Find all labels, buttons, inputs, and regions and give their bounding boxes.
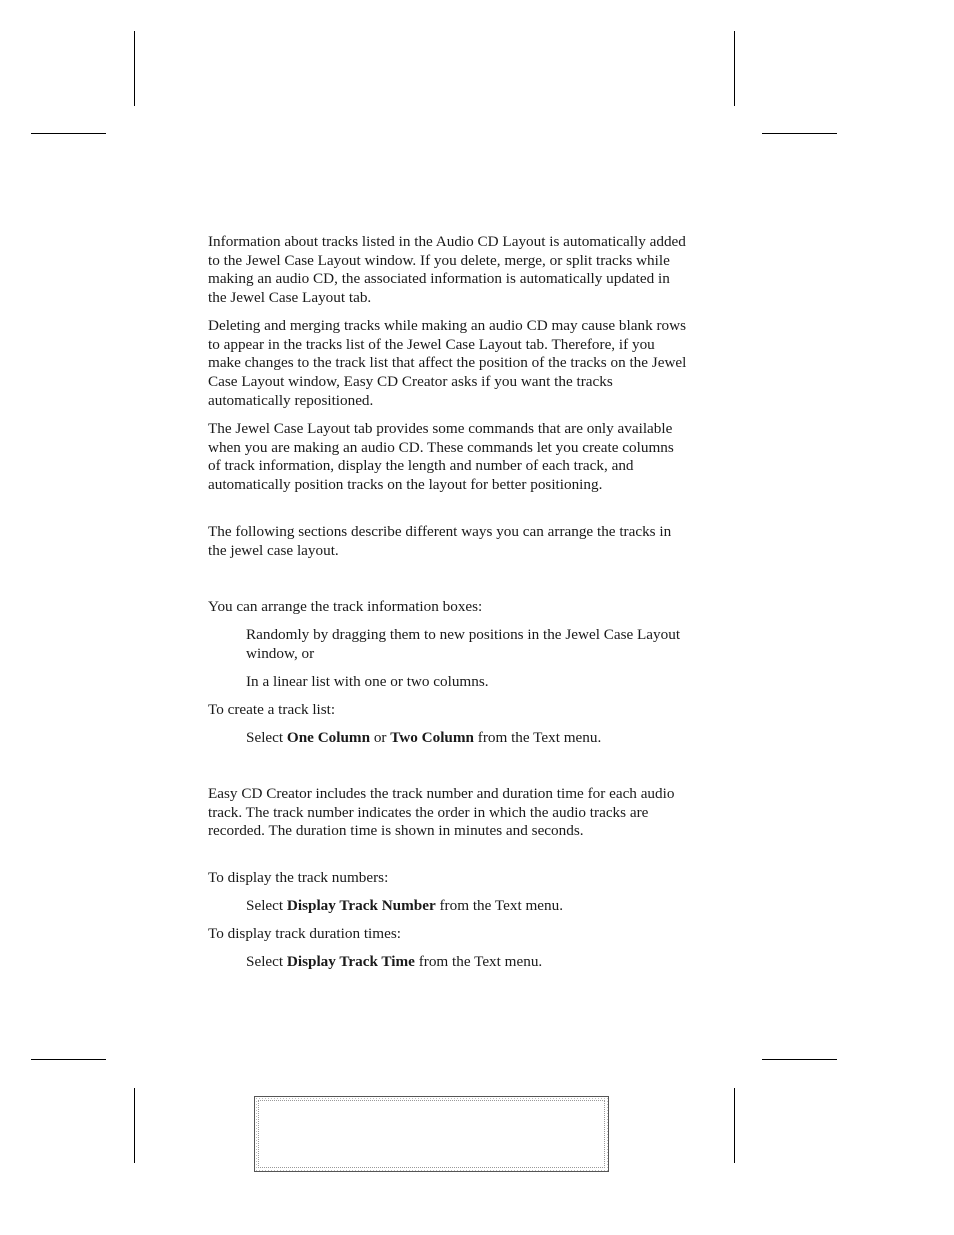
crop-mark-bottom-right-vertical <box>734 1088 735 1163</box>
arrange-option-linear: In a linear list with one or two columns. <box>246 673 489 690</box>
paragraph-audio-cd-commands: The Jewel Case Layout tab provides some commands that are only available when you are making an audio CD. These commands let you create columns of track information, display the length and number of each track, and automatically position tracks on the layout for better positioning. <box>208 420 674 494</box>
create-track-list-step: Select One Column or Two Column from the Text menu. <box>246 729 602 746</box>
crop-mark-bottom-left-horizontal <box>31 1059 106 1060</box>
footer-stamp-box <box>254 1096 609 1172</box>
create-track-list-intro: To create a track list: <box>208 701 336 718</box>
crop-mark-bottom-right-horizontal <box>762 1059 837 1060</box>
arrange-intro: You can arrange the track information boxes: <box>208 598 483 615</box>
paragraph-blank-rows: Deleting and merging tracks while making an audio CD may cause blank rows to appear in the tracks list of the Jewel Case Layout tab. Therefore, if you make changes to the track list that affect the position of the tracks on the Jewel Case Layout window, Easy CD Creator asks if you want the tracks automatically repositioned. <box>208 317 687 409</box>
display-track-times-intro: To display track duration times: <box>208 925 401 942</box>
paragraph-track-number-duration: Easy CD Creator includes the track number and duration time for each audio track. The track number indicates the order in which the audio tracks are recorded. The duration time is shown in minutes and seconds. <box>208 785 675 840</box>
menu-command-display-track-number: Display Track Number <box>286 897 436 914</box>
display-track-times-step: Select Display Track Time from the Text menu. <box>246 953 543 970</box>
display-track-numbers-intro: To display the track numbers: <box>208 869 389 886</box>
paragraph-following-sections: The following sections describe different ways you can arrange the tracks in the jewel case layout. <box>208 523 672 559</box>
crop-mark-top-left-vertical <box>134 31 135 106</box>
crop-mark-top-right-vertical <box>734 31 735 106</box>
menu-command-one-column: One Column <box>286 729 371 746</box>
crop-mark-bottom-left-vertical <box>134 1088 135 1163</box>
crop-mark-top-right-horizontal <box>762 133 837 134</box>
menu-command-display-track-time: Display Track Time <box>286 953 415 970</box>
display-track-numbers-step: Select Display Track Number from the Text menu. <box>246 897 564 914</box>
crop-mark-top-left-horizontal <box>31 133 106 134</box>
menu-command-two-column: Two Column <box>390 729 474 746</box>
arrange-option-random: Randomly by dragging them to new positions in the Jewel Case Layout window, or <box>246 626 681 662</box>
footer-stamp-inner <box>258 1100 605 1168</box>
paragraph-track-info-updated: Information about tracks listed in the Audio CD Layout is automatically added to the Jewel Case Layout window. If you delete, merge, or split tracks while making an audio CD, the associated information is automatically updated in the Jewel Case Layout tab. <box>208 233 686 307</box>
